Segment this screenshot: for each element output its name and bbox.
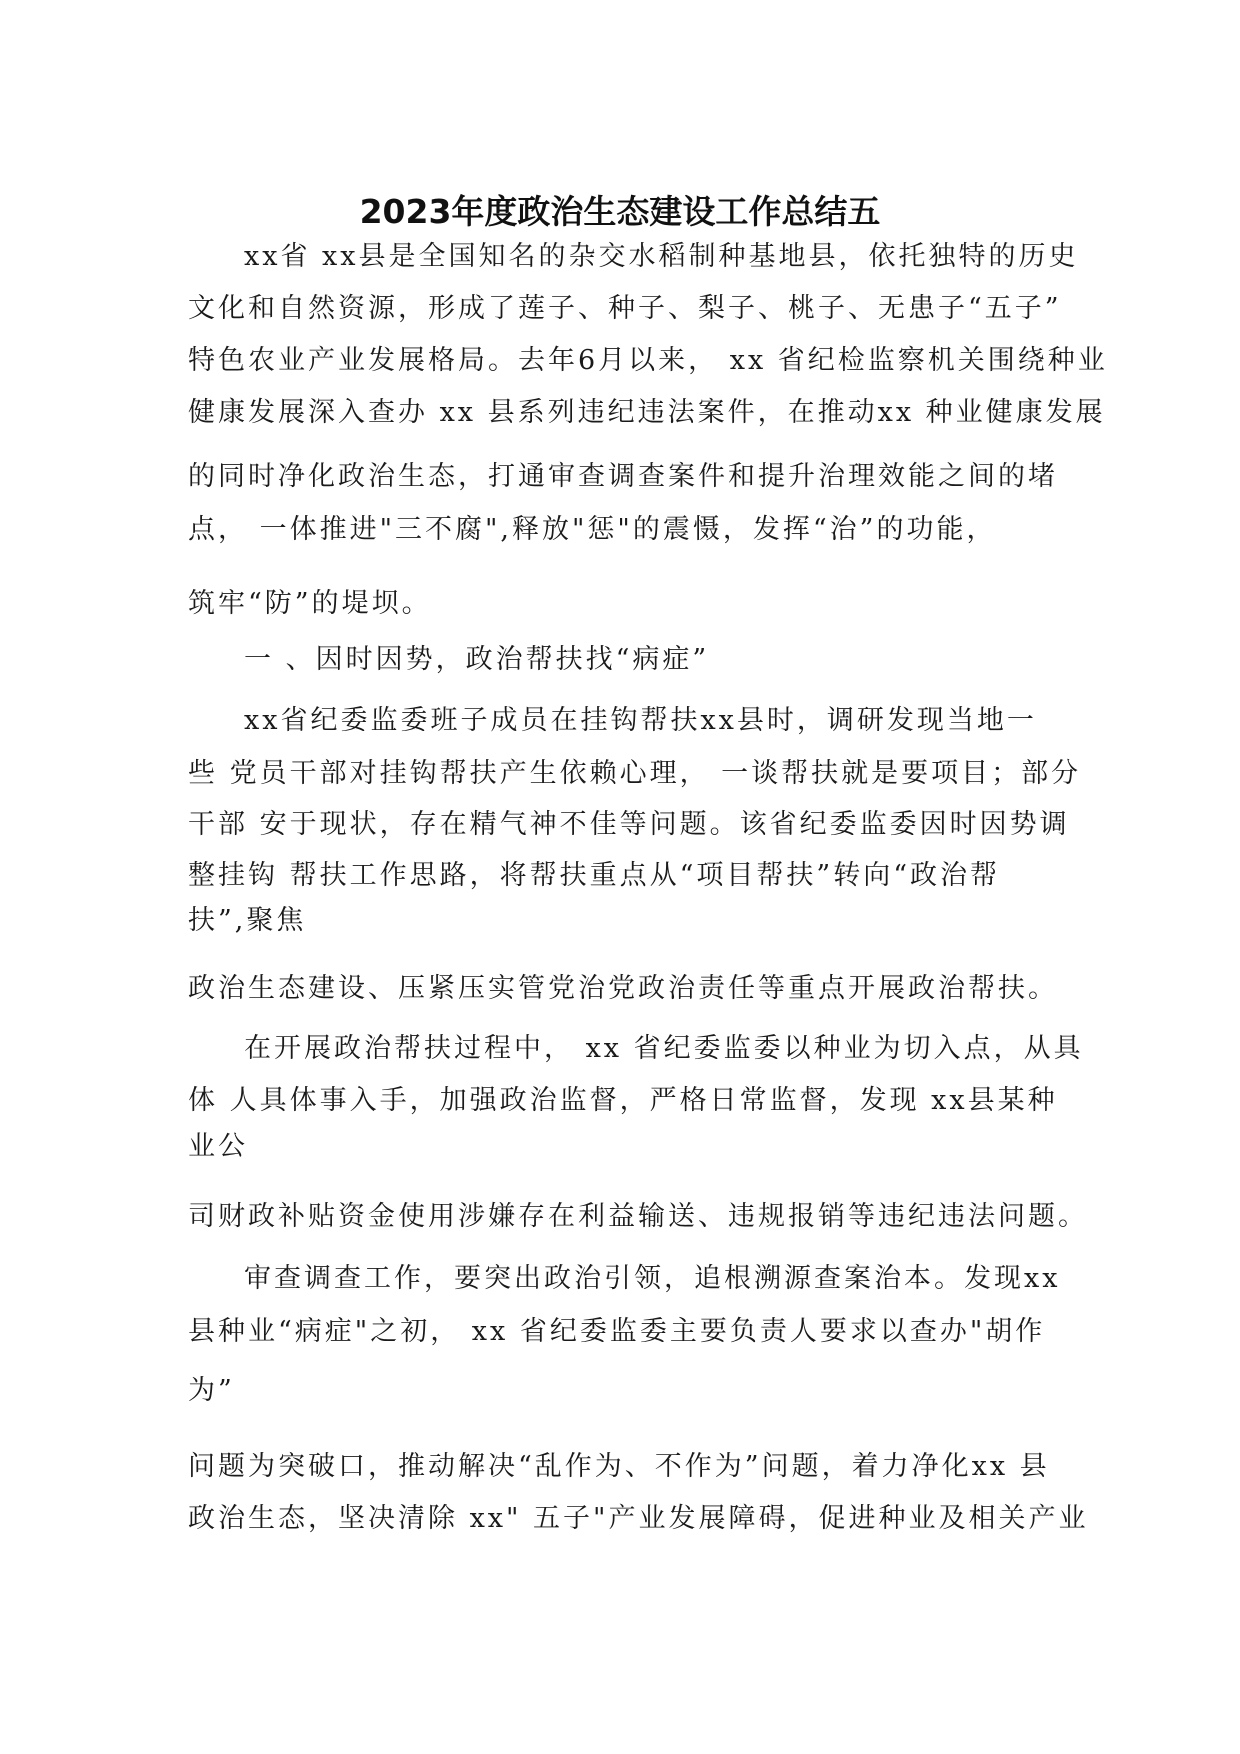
paragraph-line: 文化和自然资源，形成了莲子、种子、梨子、桃子、无患子“五子” <box>188 293 1062 324</box>
paragraph-line: xx省纪委监委班子成员在挂钩帮扶xx县时，调研发现当地一 <box>244 705 1037 736</box>
paragraph-line: 整挂钩 帮扶工作思路，将帮扶重点从“项目帮扶”转向“政治帮 <box>188 860 1000 891</box>
paragraph-line: 司财政补贴资金使用涉嫌存在利益输送、违规报销等违纪违法问题。 <box>188 1201 1088 1232</box>
paragraph-line: 县种业“病症"之初， xx 省纪委监委主要负责人要求以查办"胡作 <box>188 1316 1046 1347</box>
paragraph-line: 些 党员干部对挂钩帮扶产生依赖心理， 一谈帮扶就是要项目；部分 <box>188 758 1082 789</box>
document-title: 2023年度政治生态建设工作总结五 <box>359 192 881 231</box>
paragraph-line: 特色农业产业发展格局。去年6月以来， xx 省纪检监察机关围绕种业 <box>188 345 1108 376</box>
paragraph-line: 问题为突破口，推动解决“乱作为、不作为”问题，着力净化xx 县 <box>188 1451 1050 1482</box>
paragraph-line: 为” <box>188 1375 235 1406</box>
section-heading: 一 、因时因势，政治帮扶找“病症” <box>244 644 710 675</box>
paragraph-line: 体 人具体事入手，加强政治监督，严格日常监督，发现 xx县某种 <box>188 1085 1058 1116</box>
paragraph-line: 业公 <box>188 1131 248 1162</box>
paragraph-line: xx省 xx县是全国知名的杂交水稻制种基地县，依托独特的历史 <box>244 241 1079 272</box>
paragraph-line: 审查调查工作，要突出政治引领，追根溯源查案治本。发现xx <box>244 1263 1061 1294</box>
paragraph-line: 健康发展深入查办 xx 县系列违纪违法案件，在推动xx 种业健康发展 <box>188 397 1106 428</box>
paragraph-line: 的同时净化政治生态，打通审查调查案件和提升治理效能之间的堵 <box>188 461 1058 492</box>
paragraph-line: 筑牢“防”的堤坝。 <box>188 588 432 619</box>
paragraph-line: 政治生态，坚决清除 xx" 五子"产业发展障碍，促进种业及相关产业 <box>188 1503 1089 1534</box>
paragraph-line: 政治生态建设、压紧压实管党治党政治责任等重点开展政治帮扶。 <box>188 973 1058 1004</box>
paragraph-line: 点， 一体推进"三不腐",释放"惩"的震慑，发挥“治”的功能， <box>188 514 997 545</box>
paragraph-line: 干部 安于现状，存在精气神不佳等问题。该省纪委监委因时因势调 <box>188 809 1070 840</box>
paragraph-line: 扶”,聚焦 <box>188 905 307 936</box>
paragraph-line: 在开展政治帮扶过程中， xx 省纪委监委以种业为切入点，从具 <box>244 1033 1084 1064</box>
